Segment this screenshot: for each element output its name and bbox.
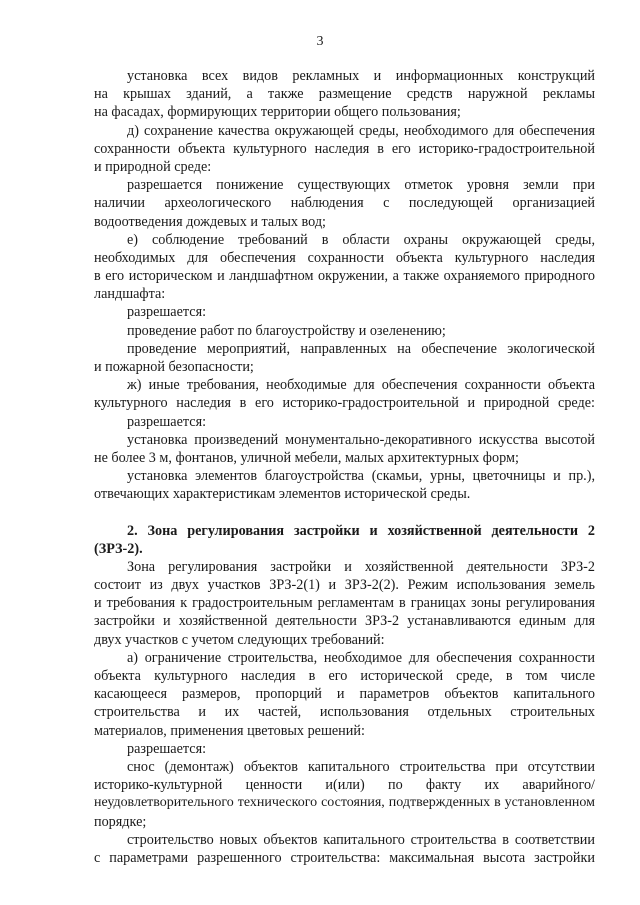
text-line: Зона регулирования застройки и хозяйственной деятельности ЗРЗ-2 (127, 558, 595, 575)
text-line: касающееся размеров, пропорций и параметров объектов капитального (94, 686, 595, 703)
text-line: водоотведения дождевых и талых вод; (94, 213, 326, 230)
text-line: на фасадах, формирующих территории общего пользования; (94, 104, 461, 121)
text-line: а) ограничение строительства, необходимое для обеспечения сохранности (127, 649, 595, 666)
text-line: строительство новых объектов капитального строительства в соответствии (127, 831, 595, 848)
text-line: и требования к градостроительным регламентам в границах зоны регулирования (94, 595, 595, 612)
text-line: не более 3 м, фонтанов, уличной мебели, малых архитектурных форм; (94, 449, 519, 466)
text-line: отвечающих характеристикам элементов исторической среды. (94, 486, 471, 503)
text-line: установка произведений монументально-декоративного искусства высотой (127, 431, 595, 448)
text-line: с параметрами разрешенного строительства: максимальная высота застройки (94, 849, 595, 866)
text-line: в его историческом и ландшафтном окружении, а также охраняемого природного (94, 268, 595, 285)
text-line: историко-культурной ценности и(или) по факту их аварийного/ (94, 777, 595, 794)
text-line: застройки и хозяйственной деятельности ЗРЗ-2 устанавливаются единым для (94, 613, 595, 630)
text-line: сохранности объекта культурного наследия в его историко-градостроительной (94, 140, 595, 157)
text-line: разрешается понижение существующих отметок уровня земли при (127, 177, 595, 194)
text-line: материалов, применения цветовых решений: (94, 722, 365, 739)
text-line: и природной среде: (94, 158, 212, 175)
text-line: установка элементов благоустройства (скамьи, урны, цветочницы и пр.), (127, 468, 595, 485)
text-line: двух участков с учетом следующих требований: (94, 631, 385, 648)
text-line: необходимых для обеспечения сохранности объекта культурного наследия (94, 249, 595, 266)
text-line: д) сохранение качества окружающей среды, необходимого для обеспечения (127, 122, 595, 139)
text-line: строительства и их частей, использования отдельных строительных (94, 704, 595, 721)
text-line: культурного наследия в его историко-градостроительной и природной среде: (94, 395, 595, 412)
text-line: объекта культурного наследия в его исторической среде, в том числе (94, 668, 595, 684)
text-line: состоит из двух участков ЗРЗ-2(1) и ЗРЗ-2(2). Режим использования земель (94, 577, 595, 594)
page-number: 3 (316, 34, 324, 49)
text-line: и пожарной безопасности; (94, 359, 254, 375)
text-line: наличии археологического наблюдения с последующей организацией (94, 195, 595, 212)
section-gap (94, 504, 595, 522)
text-line: разрешается: (127, 304, 207, 321)
text-line: неудовлетворительного технического состояния, подтвержденных в установленном (94, 795, 595, 811)
text-line: установка всех видов рекламных и информационных конструкций (127, 68, 595, 84)
text-line: е) соблюдение требований в области охраны окружающей среды, (127, 231, 595, 248)
text-line: порядке; (94, 813, 147, 830)
text-line: проведение мероприятий, направленных на обеспечение экологической (127, 340, 595, 357)
text-line: ж) иные требования, необходимые для обеспечения сохранности объекта (127, 377, 595, 394)
text-line: на крышах зданий, а также размещение средств наружной рекламы (94, 86, 595, 103)
text-line: снос (демонтаж) объектов капитального строительства при отсутствии (127, 758, 595, 775)
text-line: ландшафта: (94, 286, 166, 303)
text-line: разрешается: (127, 413, 207, 430)
text-line: разрешается: (127, 740, 207, 757)
section-heading: 2. Зона регулирования застройки и хозяйственной деятельности 2 (127, 522, 595, 539)
section-heading: (ЗРЗ-2). (94, 540, 143, 557)
document-body (94, 67, 595, 867)
text-line: проведение работ по благоустройству и озеленению; (127, 322, 446, 339)
